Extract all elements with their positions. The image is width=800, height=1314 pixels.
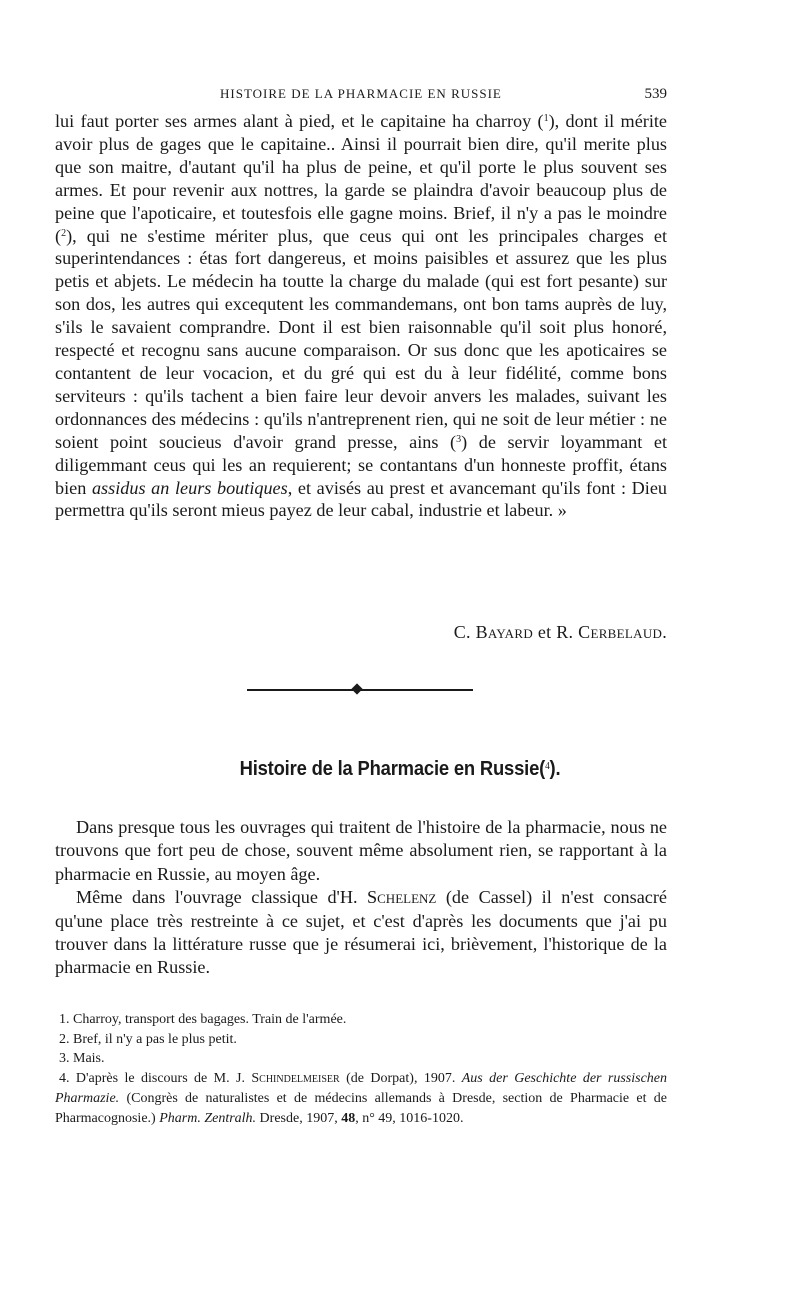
text-run: , et avisés au prest et avancemant qu'ils font : Dieu permettra qu'ils seront mieus payez de leur cabal, industrie et labeur. » — [55, 477, 667, 521]
text-run: , n° 49, 1016-1020. — [355, 1110, 464, 1126]
italic-phrase: assidus an leurs boutiques — [91, 477, 288, 498]
text-run: ), qui ne s'estime mériter plus, que ceus qui ont les principales charges et superintendances : étas fort dangereus, et moins paisibles et assurez que les plus petis et abjets. Le médecin ha toutte la charge du malade (qui est fort pesante) sur son dos, les autres qui excequtent les commandemans, ont bon tams auprès de luy, s'ils le savaient comprandre. Dont il est bien raisonnable qu'il soit plus honoré, respecté et recognu sans aucune comparaison. Or sus donc que les apoticaires se contantent de leur vocacion, et du gré qui est du à leur fidélité, comme bons serviteurs : qu'ils tachent a bien faire leur devoir anvers les malades, suivant les ordonnances des médecins : qu'ils n'antreprenent rien, qui ne soit de leur métier : ne soient point soucieus d'avoir grand presse, ains ( — [55, 225, 667, 452]
footnote: 3. Mais. — [59, 1051, 105, 1067]
quoted-passage — [55, 110, 667, 522]
text-run: (Congrès de naturalistes et de médecins allemands à Dresde, section de Pharmacie et de Pharmacognosie.) — [55, 1090, 667, 1126]
author-initial: R. — [556, 622, 574, 642]
cited-author: Schelenz — [367, 887, 437, 908]
diamond-ornament-icon — [351, 683, 362, 694]
author-name: Bayard — [475, 622, 534, 642]
footnote-ref: 1 — [543, 113, 549, 124]
cited-title: Aus der Geschichte der russischen Pharmazie. — [55, 1071, 667, 1106]
footnote-ref: 2 — [61, 227, 67, 239]
author-name: Cerbelaud. — [578, 622, 667, 642]
section-body — [55, 816, 667, 980]
running-title: HISTOIRE DE LA PHARMACIE EN RUSSIE — [220, 86, 502, 101]
text-run: Dresde, 1907, — [256, 1110, 342, 1126]
text-run: Même dans l'ouvrage classique d'H. — [76, 887, 368, 908]
cited-author: Schindelmeiser — [251, 1071, 340, 1087]
body-paragraph: Dans presque tous les ouvrages qui traitent de l'histoire de la pharmacie, nous ne trouvons que fort peu de chose, souvent même absolument rien, se rapportant à la pharmacie en Russie, au moyen âge. — [55, 817, 667, 884]
text-run: ), dont il mérite avoir plus de gages que le capitaine.. Ainsi il pourrait bien dire, qu'il merite plus que son maitre, d'autant qu'il ha plus de peine, et qu'il porte le plus souvent ses armes. Et pour revenir aux nottres, la garde se plaindra d'avoir beaucoup plus de peine que l'apoticaire, et toutesfois elle gagne moins. Brief, il n'y a pas le moindre ( — [55, 111, 668, 246]
page-number: 539 — [644, 86, 667, 102]
footnote: 1. Charroy, transport des bagages. Train de l'armée. — [59, 1012, 347, 1027]
footnote — [55, 1069, 667, 1128]
title-punctuation: . — [555, 758, 561, 780]
footnote-ref: 4 — [545, 761, 550, 772]
author-signature — [454, 622, 667, 643]
text-run: lui faut porter ses armes alant à pied, et le capitaine ha charroy ( — [55, 111, 544, 131]
text-run: 4. D'après le discours de M. J. — [59, 1071, 252, 1087]
body-paragraph — [55, 886, 667, 980]
text-run: (de Dorpat), 1907. — [339, 1071, 462, 1087]
footnote: 2. Bref, il n'y a pas le plus petit. — [59, 1031, 237, 1047]
footnotes — [55, 1010, 667, 1128]
footnote-ref: 3 — [456, 433, 462, 445]
body-paragraph — [55, 110, 667, 522]
conjunction: et — [537, 622, 552, 642]
text-run: ) de servir loyammant et diligemmant ceus qui les an requierent; se contantans d'un honneste proffit, étans bien — [55, 431, 668, 498]
volume-number: 48 — [341, 1110, 356, 1126]
section-divider — [247, 684, 473, 696]
section-title-text: Histoire de la Pharmacie en Russie — [239, 758, 540, 780]
section-title: Histoire de la Pharmacie en Russie($^4$). — [239, 758, 561, 780]
cited-journal: Pharm. Zentralh. — [159, 1110, 257, 1126]
text-run: (de Cassel) il n'est consacré qu'une place très restreinte à ce sujet, et c'est d'après les documents que j'ai pu trouver dans la littérature russe que je résumerai ici, brièvement, l'historique de la pharmacie en Russie. — [55, 887, 667, 978]
author-initial: C. — [453, 622, 471, 642]
